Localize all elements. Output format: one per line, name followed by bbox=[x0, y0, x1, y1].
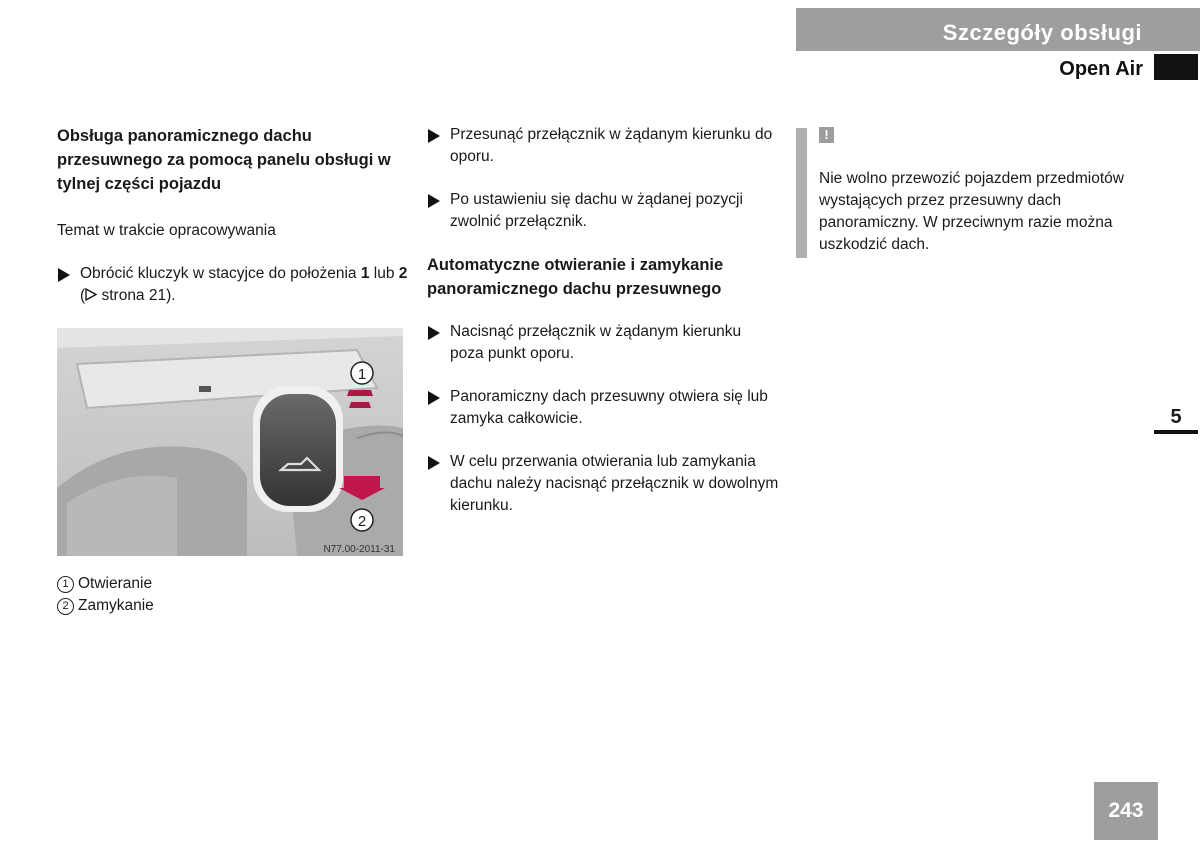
callout-1: 1 bbox=[357, 366, 367, 383]
bullet-arrow-icon bbox=[428, 194, 440, 208]
figure-roof-switch bbox=[57, 328, 403, 556]
section-heading: Obsługa panoramicznego dachu przesuwnego za pomocą panelu obsługi w tylnej części pojazdu bbox=[57, 127, 391, 193]
warning-icon: ! bbox=[819, 127, 834, 143]
page-reference-icon bbox=[85, 287, 97, 304]
status-note: Temat w trakcie opracowywania bbox=[57, 222, 276, 239]
caption-item: 1 Otwieranie bbox=[57, 573, 154, 595]
left-column bbox=[57, 124, 412, 307]
middle-column bbox=[427, 124, 779, 517]
bullet-arrow-icon bbox=[428, 391, 440, 405]
bullet-arrow-icon bbox=[428, 326, 440, 340]
callout-2: 2 bbox=[357, 513, 367, 530]
instruction-step: Obrócić kluczyk w stacyjce do położenia 1 lub 2 ( strona 21). bbox=[57, 263, 412, 307]
instruction-step: Panoramiczny dach przesuwny otwiera się lub zamyka całkowicie. bbox=[427, 386, 779, 430]
page-number: 243 bbox=[1094, 782, 1158, 840]
warning-text: Nie wolno przewozić pojazdem przedmiotów wystających przez przesuwny dach panoramiczny. W przeciwnym razie można uszkodzić dach. bbox=[819, 170, 1124, 253]
section-heading: Automatyczne otwieranie i zamykanie panoramicznego dachu przesuwnego bbox=[427, 256, 724, 298]
subsection-title: Open Air bbox=[1059, 58, 1143, 80]
instruction-step: Przesunąć przełącznik w żądanym kierunku do oporu. bbox=[427, 124, 779, 168]
bullet-arrow-icon bbox=[428, 456, 440, 470]
bullet-arrow-icon bbox=[428, 129, 440, 143]
subsection-marker bbox=[1154, 54, 1198, 80]
figure-captions bbox=[57, 573, 154, 617]
warning-sidebar bbox=[796, 128, 807, 258]
section-header-band bbox=[796, 8, 1200, 51]
caption-item: 2 Zamykanie bbox=[57, 595, 154, 617]
chapter-number: 5 bbox=[1154, 402, 1198, 434]
bullet-arrow-icon bbox=[58, 268, 70, 282]
instruction-step: Nacisnąć przełącznik w żądanym kierunku poza punkt oporu. bbox=[427, 321, 779, 365]
instruction-step: W celu przerwania otwierania lub zamykania dachu należy nacisnąć przełącznik w dowolnym kierunku. bbox=[427, 451, 779, 517]
figure-code: N77.00-2011-31 bbox=[323, 544, 395, 555]
instruction-step: Po ustawieniu się dachu w żądanej pozycji zwolnić przełącznik. bbox=[427, 189, 779, 233]
section-title: Szczegóły obsługi bbox=[942, 20, 1142, 45]
